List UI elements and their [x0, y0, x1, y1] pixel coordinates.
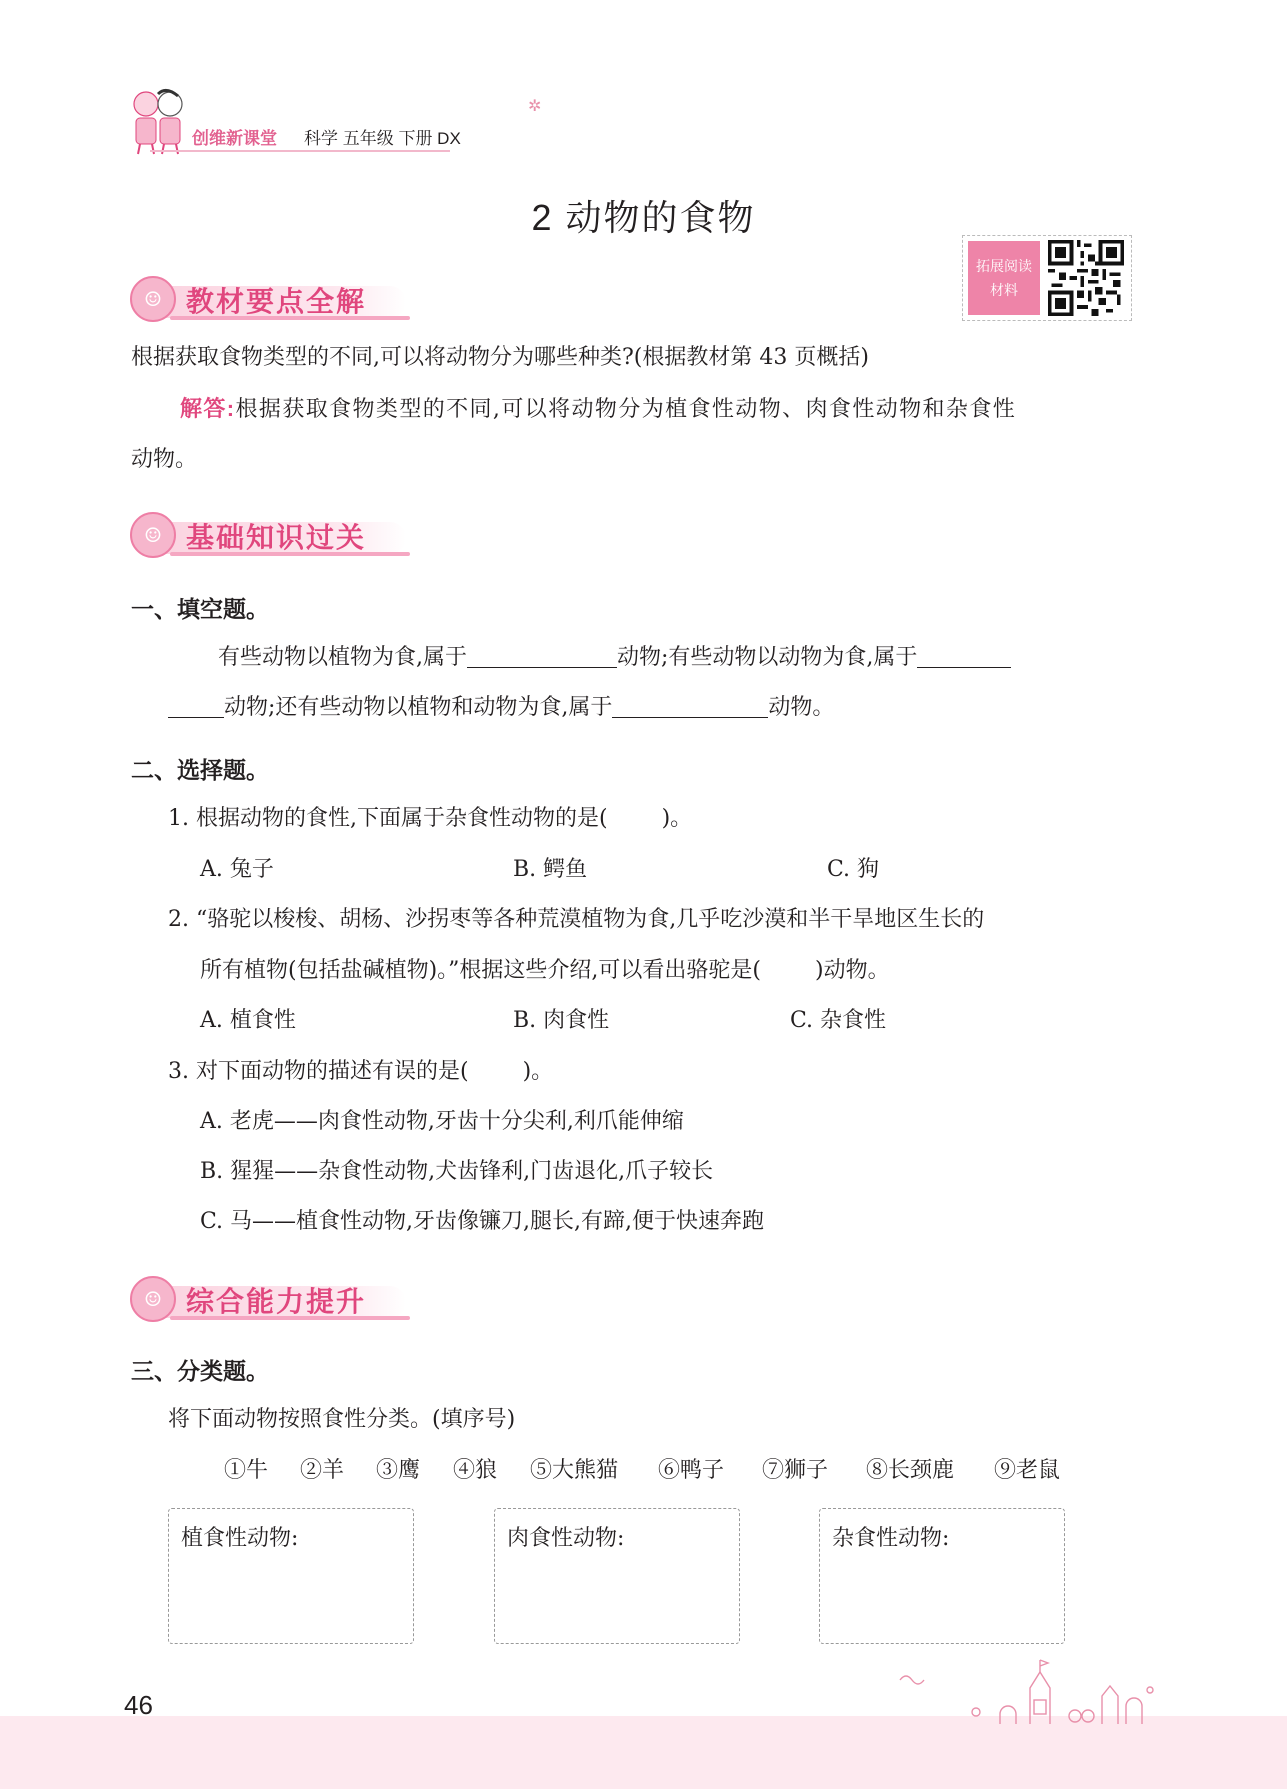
- animal-item: ⑧长颈鹿: [866, 1458, 955, 1483]
- answer-blank[interactable]: [612, 693, 768, 718]
- castle-doodle-icon: [880, 1650, 1170, 1726]
- classify-instruction: 将下面动物按照食性分类。(填序号): [168, 1407, 516, 1432]
- animal-item: ⑥鸭子: [658, 1458, 725, 1483]
- animal-item: ⑦狮子: [762, 1458, 829, 1483]
- animal-item: ③鹰: [376, 1458, 421, 1483]
- q1-option-b: B. 鳄鱼: [513, 857, 588, 882]
- section-header-basics: [130, 512, 410, 558]
- answer-blank[interactable]: [467, 643, 617, 668]
- section-header-ability: [130, 1276, 410, 1322]
- fill-line-2: 动物;还有些动物以植物和动物为食,属于 动物。: [168, 693, 834, 723]
- animal-item: ①牛: [224, 1458, 269, 1483]
- section-title: 综合能力提升: [186, 1286, 367, 1317]
- key-point-answer: 解答:根据获取食物类型的不同,可以将动物分为植食性动物、肉食性动物和杂食性: [180, 396, 1017, 422]
- q3-option-b: B. 猩猩——杂食性动物,犬齿锋利,门齿退化,爪子较长: [200, 1159, 714, 1184]
- q3-stem: 3. 对下面动物的描述有误的是( )。: [168, 1059, 554, 1084]
- q3-option-a: A. 老虎——肉食性动物,牙齿十分尖利,利爪能伸缩: [200, 1109, 684, 1134]
- choice-heading: 二、选择题。: [131, 757, 269, 783]
- classify-heading: 三、分类题。: [131, 1358, 269, 1384]
- omnivore-box[interactable]: 杂食性动物:: [819, 1508, 1065, 1644]
- section-title: 教材要点全解: [186, 286, 367, 317]
- animal-item: ⑨老鼠: [994, 1458, 1061, 1483]
- star-icon: ✲: [528, 96, 542, 115]
- q3-option-c: C. 马——植食性动物,牙齿像镰刀,腿长,有蹄,便于快速奔跑: [200, 1209, 765, 1234]
- cartoon-kids-icon: [126, 86, 190, 156]
- fill-line-1: 有些动物以植物为食,属于 动物;有些动物以动物为食,属于: [218, 643, 1011, 673]
- herbivore-box[interactable]: 植食性动物:: [168, 1508, 414, 1644]
- animal-item: ②羊: [300, 1458, 345, 1483]
- q1-stem: 1. 根据动物的食性,下面属于杂食性动物的是( )。: [168, 806, 693, 831]
- animal-item: ⑤大熊猫: [530, 1458, 619, 1483]
- q2-option-a: A. 植食性: [200, 1008, 296, 1033]
- key-point-question: 根据获取食物类型的不同,可以将动物分为哪些种类?(根据教材第 43 页概括): [131, 345, 869, 370]
- carnivore-box[interactable]: 肉食性动物:: [494, 1508, 740, 1644]
- fill-heading: 一、填空题。: [131, 596, 269, 622]
- key-point-answer-cont: 动物。: [131, 447, 198, 472]
- cartoon-face-icon: ☺: [130, 1276, 176, 1322]
- qr-extension-reading[interactable]: [962, 235, 1132, 321]
- answer-blank[interactable]: [168, 693, 224, 718]
- q2-option-c: C. 杂食性: [790, 1008, 887, 1033]
- cartoon-face-icon: ☺: [130, 276, 176, 322]
- footer-band: [0, 1716, 1287, 1789]
- section-header-key-points: [130, 276, 410, 322]
- header-brand: 创维新课堂: [192, 129, 277, 148]
- q1-option-c: C. 狗: [827, 857, 880, 882]
- qr-code-icon[interactable]: [1048, 240, 1124, 316]
- answer-blank[interactable]: [917, 643, 1011, 668]
- header-book-info: 科学 五年级 下册 DX: [304, 129, 461, 148]
- header-underline: [150, 150, 450, 152]
- q2-stem-line2: 所有植物(包括盐碱植物)。”根据这些介绍,可以看出骆驼是( )动物。: [200, 958, 890, 983]
- q2-stem-line1: 2. “骆驼以梭梭、胡杨、沙拐枣等各种荒漠植物为食,几乎吃沙漠和半干旱地区生长的: [168, 907, 985, 932]
- q2-option-b: B. 肉食性: [513, 1008, 610, 1033]
- page-number: 46: [124, 1690, 153, 1720]
- q1-option-a: A. 兔子: [200, 857, 274, 882]
- qr-label: 拓展阅读 材料: [968, 241, 1040, 315]
- page-title: 2 动物的食物: [531, 197, 756, 238]
- cartoon-face-icon: ☺: [130, 512, 176, 558]
- section-title: 基础知识过关: [186, 522, 367, 553]
- animal-item: ④狼: [453, 1458, 498, 1483]
